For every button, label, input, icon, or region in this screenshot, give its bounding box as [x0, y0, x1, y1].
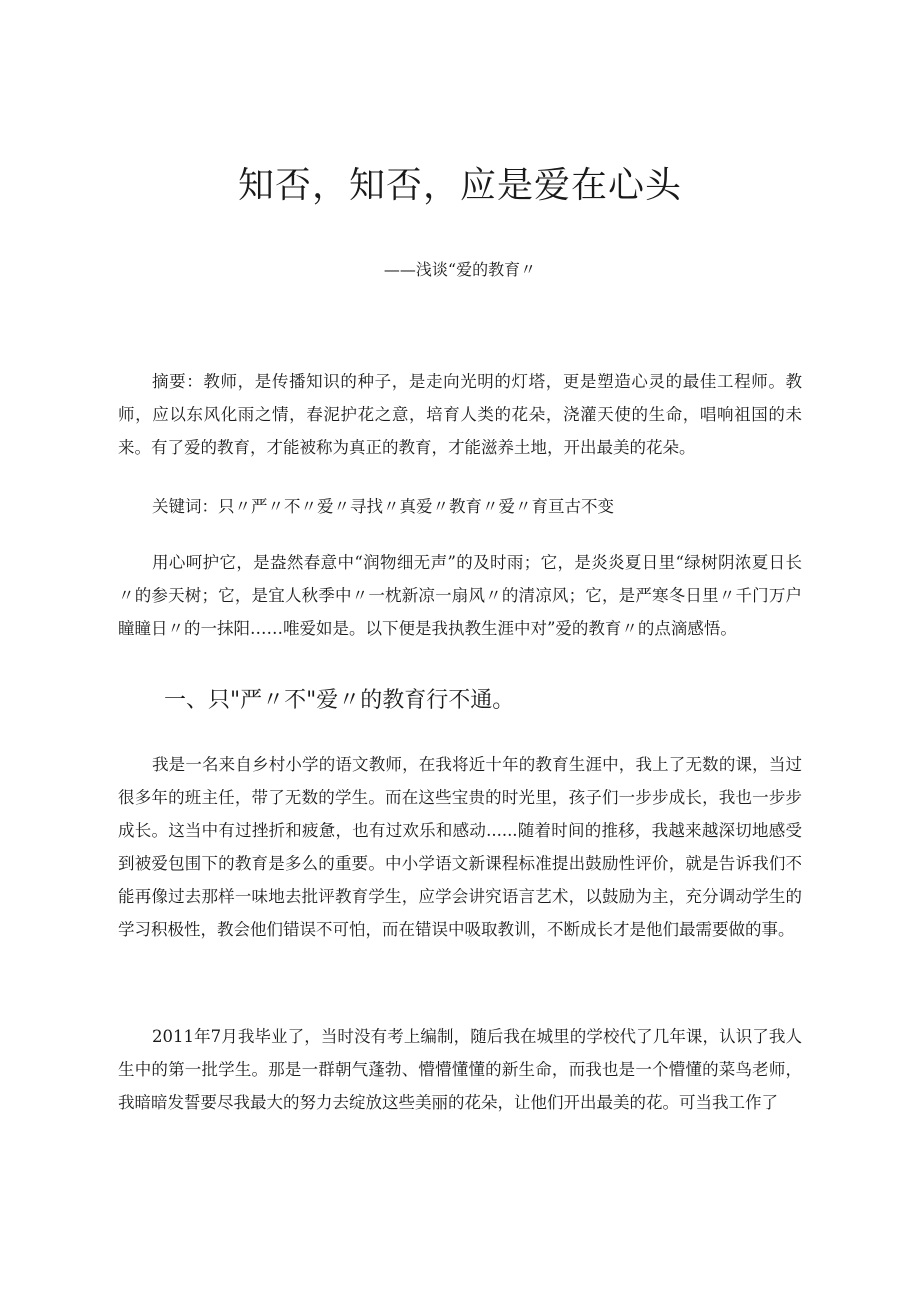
- keywords-paragraph: 关键词：只〃严〃不〃爱〃寻找〃真爱〃教育〃爱〃育亘古不变: [152, 497, 614, 516]
- section-heading: 一、只"严〃不"爱〃的教育行不通。: [164, 688, 515, 713]
- document-title: 知否，知否，应是爱在心头: [237, 165, 682, 206]
- intro-paragraph: 用心呵护它，是盎然春意中“润物细无声”的及时雨；它，是炎炎夏日里“绿树阴浓夏日长〃的参天树；它，是宜人秋季中〃一枕新凉一扇风〃的清凉风；它，是严寒冬日里〃千门万户瞳瞳日〃的一抹阳……唯爱如是。以下便是我执教生涯中对”爱的教育〃的点滴感悟。: [118, 553, 802, 638]
- body-paragraph-1: 我是一名来自乡村小学的语文教师，在我将近十年的教育生涯中，我上了无数的课，当过很多年的班主任，带了无数的学生。而在这些宝贵的时光里，孩子们一步步成长，我也一步步成长。这当中有过挫折和疲惫，也有过欢乐和感动......随着时间的推移，我越来越深切地感受到被爱包围下的教育是多么的重要。中小学语文新课程标准提出鼓励性评价，就是告诉我们不能再像过去那样一味地去批评教育学生，应学会讲究语言艺术，以鼓励为主，充分调动学生的学习积极性，教会他们错误不可怕，而在错误中吸取教训，不断成长才是他们最需要做的事。: [118, 755, 802, 939]
- document-subtitle: ——浅谈“爱的教育〃: [383, 260, 537, 279]
- body-paragraph-2: 2011年7月我毕业了，当时没有考上编制，随后我在城里的学校代了几年课，认识了我人生中的第一批学生。那是一群朝气蓬勃、懵懵懂懂的新生命，而我也是一个懵懂的菜鸟老师，我暗暗发誓要尽我最大的努力去绽放这些美丽的花朵，让他们开出最美的花。可当我工作了: [118, 1027, 802, 1112]
- abstract-paragraph: 摘要：教师，是传播知识的种子，是走向光明的灯塔，更是塑造心灵的最佳工程师。教师，应以东风化雨之情，春泥护花之意，培育人类的花朵，浇灌天使的生命，唱响祖国的未来。有了爱的教育，才能被称为真正的教育，才能滋养土地，开出最美的花朵。: [118, 372, 802, 457]
